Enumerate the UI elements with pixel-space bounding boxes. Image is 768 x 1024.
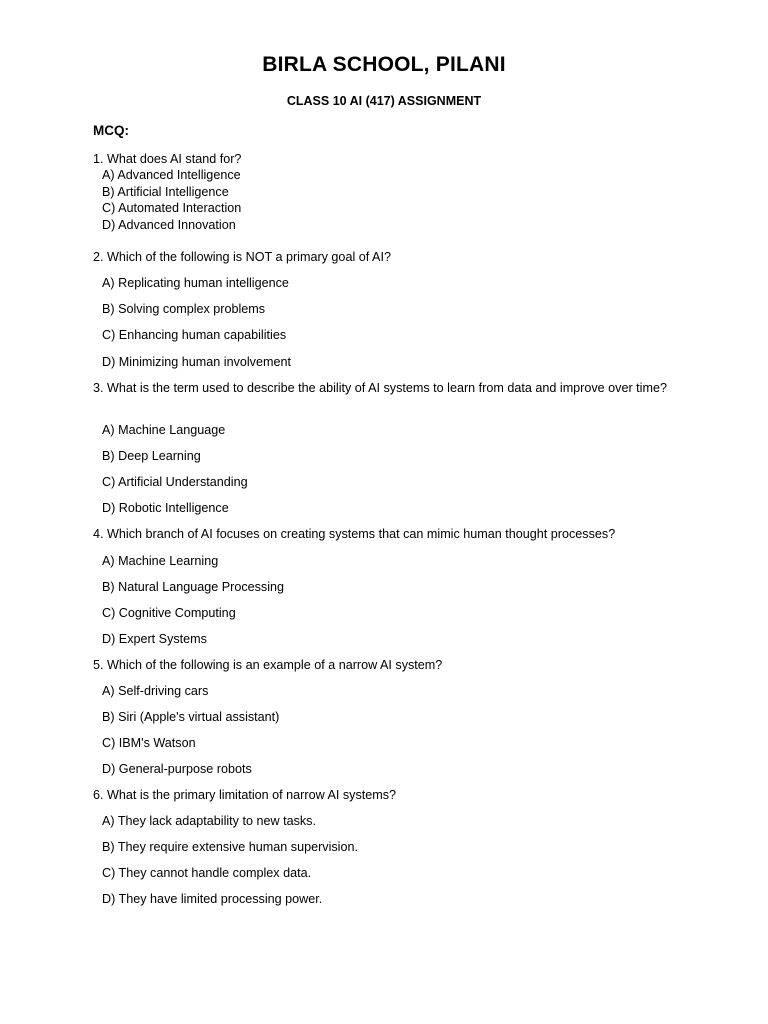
question-3-option-a: A) Machine Language <box>102 423 226 437</box>
school-title: BIRLA SCHOOL, PILANI <box>262 53 506 76</box>
question-1-option-a: A) Advanced Intelligence <box>102 168 241 182</box>
question-6-option-b: B) They require extensive human supervision. <box>102 840 358 854</box>
question-6-option-d: D) They have limited processing power. <box>102 892 323 906</box>
assignment-title: CLASS 10 AI (417) ASSIGNMENT <box>286 94 482 108</box>
question-5-option-a: A) Self-driving cars <box>102 684 209 698</box>
question-1-option-d: D) Advanced Innovation <box>102 218 236 232</box>
question-3-option-b: B) Deep Learning <box>102 449 201 463</box>
question-3: 3. What is the term used to describe the ability of AI systems to learn from data and improve over time? <box>93 381 667 395</box>
question-4: 4. Which branch of AI focuses on creating systems that can mimic human thought processes? <box>93 527 616 541</box>
question-5: 5. Which of the following is an example of a narrow AI system? <box>93 658 443 672</box>
question-4-option-b: B) Natural Language Processing <box>102 580 285 594</box>
question-1-option-c: C) Automated Interaction <box>102 201 242 215</box>
question-2-option-c: C) Enhancing human capabilities <box>102 328 287 342</box>
question-2-option-b: B) Solving complex problems <box>102 302 266 316</box>
question-4-option-c: C) Cognitive Computing <box>102 606 236 620</box>
question-4-option-d: D) Expert Systems <box>102 632 207 646</box>
question-2: 2. Which of the following is NOT a primary goal of AI? <box>93 250 391 264</box>
question-2-option-d: D) Minimizing human involvement <box>102 355 291 369</box>
section-heading: MCQ: <box>93 123 129 138</box>
question-5-option-b: B) Siri (Apple's virtual assistant) <box>102 710 280 724</box>
question-2-option-a: A) Replicating human intelligence <box>102 276 289 290</box>
question-4-option-a: A) Machine Learning <box>102 554 219 568</box>
question-5-option-d: D) General-purpose robots <box>102 762 252 776</box>
question-1-option-b: B) Artificial Intelligence <box>102 185 229 199</box>
question-3-option-d: D) Robotic Intelligence <box>102 501 229 515</box>
question-6-option-a: A) They lack adaptability to new tasks. <box>102 814 316 828</box>
question-3-option-c: C) Artificial Understanding <box>102 475 248 489</box>
question-6: 6. What is the primary limitation of narrow AI systems? <box>93 788 397 802</box>
question-6-option-c: C) They cannot handle complex data. <box>102 866 312 880</box>
question-1: 1. What does AI stand for? <box>93 152 242 166</box>
question-5-option-c: C) IBM's Watson <box>102 736 196 750</box>
